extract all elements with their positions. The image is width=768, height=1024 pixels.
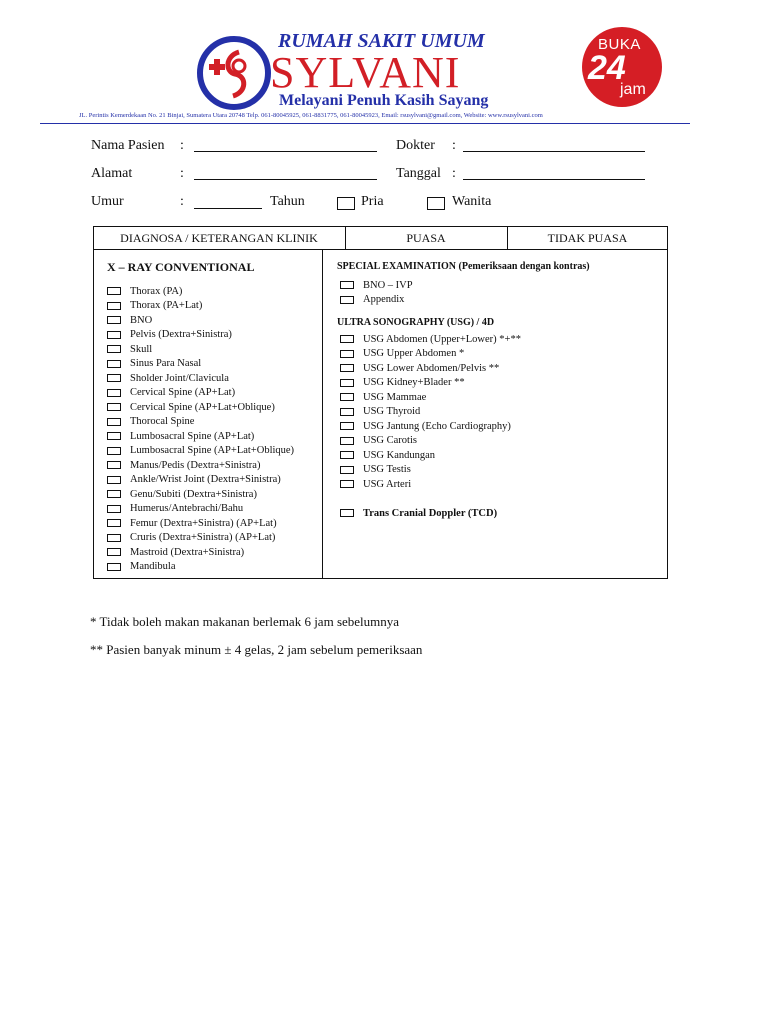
badge-line1: BUKA bbox=[598, 36, 641, 53]
open-24-hours-badge bbox=[582, 27, 662, 107]
checkbox[interactable] bbox=[340, 335, 354, 343]
checkbox[interactable] bbox=[107, 519, 121, 527]
pria-checkbox[interactable] bbox=[337, 197, 355, 210]
checkbox[interactable] bbox=[107, 563, 121, 571]
item-label: Lumbosacral Spine (AP+Lat) bbox=[130, 430, 255, 442]
checkbox[interactable] bbox=[107, 418, 121, 426]
list-item[interactable] bbox=[340, 390, 426, 404]
list-item[interactable] bbox=[107, 473, 281, 487]
item-label: Ankle/Wrist Joint (Dextra+Sinistra) bbox=[130, 474, 281, 485]
item-label: BNO bbox=[130, 314, 153, 326]
item-label: USG Jantung (Echo Cardiography) bbox=[363, 420, 511, 432]
tahun-label: Tahun bbox=[270, 194, 305, 209]
header-diagnosa: DIAGNOSA / KETERANGAN KLINIK bbox=[120, 231, 318, 245]
header-divider-1 bbox=[345, 227, 346, 249]
list-item[interactable] bbox=[107, 386, 235, 400]
item-label: Appendix bbox=[363, 294, 405, 305]
dokter-label: Dokter bbox=[396, 138, 435, 153]
list-item[interactable] bbox=[107, 342, 152, 356]
item-label: USG Kidney+Blader ** bbox=[363, 377, 465, 388]
list-item[interactable] bbox=[340, 278, 413, 292]
badge-line2: 24 bbox=[588, 49, 626, 87]
list-item[interactable] bbox=[107, 313, 152, 327]
checkbox[interactable] bbox=[107, 374, 121, 382]
list-item[interactable] bbox=[340, 361, 499, 375]
checkbox[interactable] bbox=[107, 461, 121, 469]
list-item[interactable] bbox=[107, 545, 244, 559]
hospital-type: RUMAH SAKIT UMUM bbox=[278, 30, 485, 52]
checkbox[interactable] bbox=[107, 331, 121, 339]
item-label: USG Thyroid bbox=[363, 406, 421, 417]
list-item[interactable] bbox=[107, 444, 294, 458]
checkbox[interactable] bbox=[107, 316, 121, 324]
colon: : bbox=[180, 138, 184, 153]
nama-pasien-field[interactable] bbox=[194, 151, 377, 152]
alamat-field[interactable] bbox=[194, 179, 377, 180]
list-item[interactable] bbox=[107, 560, 176, 574]
item-label: Pelvis (Dextra+Sinistra) bbox=[130, 329, 232, 340]
list-item[interactable] bbox=[340, 477, 411, 491]
checkbox[interactable] bbox=[340, 451, 354, 459]
list-item[interactable] bbox=[340, 434, 417, 448]
list-item[interactable] bbox=[107, 299, 202, 313]
checkbox[interactable] bbox=[107, 505, 121, 513]
examination-table bbox=[93, 226, 668, 579]
checkbox[interactable] bbox=[107, 287, 121, 295]
xray-section-title: X – RAY CONVENTIONAL bbox=[107, 260, 255, 274]
checkbox[interactable] bbox=[340, 296, 354, 304]
list-item[interactable] bbox=[107, 415, 194, 429]
list-item[interactable] bbox=[107, 429, 254, 443]
item-label: Thorax (PA+Lat) bbox=[130, 300, 203, 311]
list-item[interactable] bbox=[340, 448, 435, 462]
list-item[interactable] bbox=[107, 531, 275, 545]
item-label: Femur (Dextra+Sinistra) (AP+Lat) bbox=[130, 517, 277, 529]
list-item[interactable] bbox=[107, 502, 243, 516]
list-item[interactable] bbox=[107, 400, 275, 414]
checkbox[interactable] bbox=[340, 408, 354, 416]
list-item[interactable] bbox=[340, 332, 521, 346]
checkbox[interactable] bbox=[107, 476, 121, 484]
item-label: Lumbosacral Spine (AP+Lat+Oblique) bbox=[130, 445, 295, 456]
hospital-address: JL. Perintis Kemerdekaan No. 21 Binjai, Sumatera Utara 20748 Telp. 061-80045925, 061-8831775, 061-80045923, Email: rsusylvani@gmail.com, Website: www.rsusylvani.com bbox=[79, 112, 543, 119]
hospital-name: SYLVANI bbox=[270, 48, 461, 97]
checkbox[interactable] bbox=[107, 403, 121, 411]
item-label: USG Arteri bbox=[363, 478, 412, 490]
item-label: USG Lower Abdomen/Pelvis ** bbox=[363, 362, 500, 374]
list-item[interactable] bbox=[340, 419, 511, 433]
item-label: Manus/Pedis (Dextra+Sinistra) bbox=[130, 459, 261, 471]
item-label: USG Kandungan bbox=[363, 449, 436, 461]
checkbox[interactable] bbox=[340, 437, 354, 445]
item-label: Humerus/Antebrachi/Bahu bbox=[130, 503, 244, 514]
note-1: * Tidak boleh makan makanan berlemak 6 jam sebelumnya bbox=[90, 614, 400, 629]
tanggal-field[interactable] bbox=[463, 179, 645, 180]
tanggal-label: Tanggal bbox=[396, 166, 441, 181]
list-item[interactable] bbox=[107, 458, 260, 472]
column-divider bbox=[322, 249, 323, 579]
note-2: ** Pasien banyak minum ± 4 gelas, 2 jam sebelum pemeriksaan bbox=[90, 642, 423, 657]
alamat-label: Alamat bbox=[91, 166, 133, 181]
item-label: Cervical Spine (AP+Lat+Oblique) bbox=[130, 401, 275, 413]
item-label: Thorax (PA) bbox=[130, 285, 183, 297]
checkbox[interactable] bbox=[107, 447, 121, 455]
item-label: Thorocal Spine bbox=[130, 416, 195, 427]
list-item[interactable] bbox=[340, 293, 404, 307]
checkbox[interactable] bbox=[340, 364, 354, 372]
umur-field[interactable] bbox=[194, 208, 262, 209]
item-label: Cervical Spine (AP+Lat) bbox=[130, 387, 236, 398]
checkbox[interactable] bbox=[340, 379, 354, 387]
hospital-logo bbox=[197, 36, 271, 110]
checkbox[interactable] bbox=[107, 548, 121, 556]
checkbox[interactable] bbox=[107, 345, 121, 353]
item-label: BNO – IVP bbox=[363, 279, 413, 291]
list-item[interactable] bbox=[107, 328, 232, 342]
header-tidak-puasa: TIDAK PUASA bbox=[547, 231, 628, 245]
checkbox[interactable] bbox=[107, 432, 121, 440]
item-label: USG Testis bbox=[363, 464, 411, 475]
badge-line3: jam bbox=[620, 81, 646, 98]
nama-pasien-label: Nama Pasien bbox=[91, 138, 165, 153]
item-label: Sholder Joint/Clavicula bbox=[130, 372, 229, 384]
list-item[interactable] bbox=[107, 371, 229, 385]
checkbox[interactable] bbox=[107, 360, 121, 368]
item-label: USG Mammae bbox=[363, 391, 427, 403]
list-item[interactable] bbox=[340, 347, 464, 361]
checkbox[interactable] bbox=[340, 393, 354, 401]
item-label: Sinus Para Nasal bbox=[130, 358, 202, 369]
list-item[interactable] bbox=[107, 487, 257, 501]
header-divider-2 bbox=[507, 227, 508, 249]
special-section-title: SPECIAL EXAMINATION (Pemeriksaan dengan kontras) bbox=[337, 261, 590, 272]
item-label: USG Abdomen (Upper+Lower) *+** bbox=[363, 333, 521, 345]
wanita-label: Wanita bbox=[452, 194, 492, 209]
header-divider bbox=[40, 123, 690, 124]
list-item[interactable] bbox=[340, 463, 411, 477]
item-label: USG Carotis bbox=[363, 435, 417, 446]
checkbox[interactable] bbox=[340, 466, 354, 474]
colon: : bbox=[180, 194, 184, 209]
pria-label: Pria bbox=[361, 194, 384, 209]
item-label: Cruris (Dextra+Sinistra) (AP+Lat) bbox=[130, 532, 276, 543]
dokter-field[interactable] bbox=[463, 151, 645, 152]
list-item[interactable] bbox=[107, 357, 201, 371]
list-item[interactable] bbox=[107, 516, 277, 530]
checkbox[interactable] bbox=[340, 480, 354, 488]
item-label: Genu/Subiti (Dextra+Sinistra) bbox=[130, 488, 257, 500]
usg-section-title: ULTRA SONOGRAPHY (USG) / 4D bbox=[337, 317, 495, 328]
hospital-tagline: Melayani Penuh Kasih Sayang bbox=[279, 92, 489, 109]
checkbox[interactable] bbox=[107, 490, 121, 498]
item-label: USG Upper Abdomen * bbox=[363, 348, 465, 359]
checkbox[interactable] bbox=[107, 302, 121, 310]
table-header-row bbox=[94, 227, 667, 250]
checkbox[interactable] bbox=[340, 281, 354, 289]
umur-label: Umur bbox=[91, 194, 124, 209]
checkbox[interactable] bbox=[340, 509, 354, 517]
colon: : bbox=[452, 166, 456, 181]
item-label: Trans Cranial Doppler (TCD) bbox=[363, 507, 498, 519]
item-label: Mastroid (Dextra+Sinistra) bbox=[130, 546, 245, 558]
list-item-tcd[interactable] bbox=[340, 506, 497, 520]
colon: : bbox=[180, 166, 184, 181]
checkbox[interactable] bbox=[340, 350, 354, 358]
list-item[interactable] bbox=[340, 376, 465, 390]
checkbox[interactable] bbox=[107, 389, 121, 397]
list-item[interactable] bbox=[340, 405, 420, 419]
list-item[interactable] bbox=[107, 284, 182, 298]
item-label: Skull bbox=[130, 343, 153, 355]
header-puasa: PUASA bbox=[406, 231, 446, 245]
checkbox[interactable] bbox=[340, 422, 354, 430]
checkbox[interactable] bbox=[107, 534, 121, 542]
wanita-checkbox[interactable] bbox=[427, 197, 445, 210]
colon: : bbox=[452, 138, 456, 153]
item-label: Mandibula bbox=[130, 561, 176, 572]
